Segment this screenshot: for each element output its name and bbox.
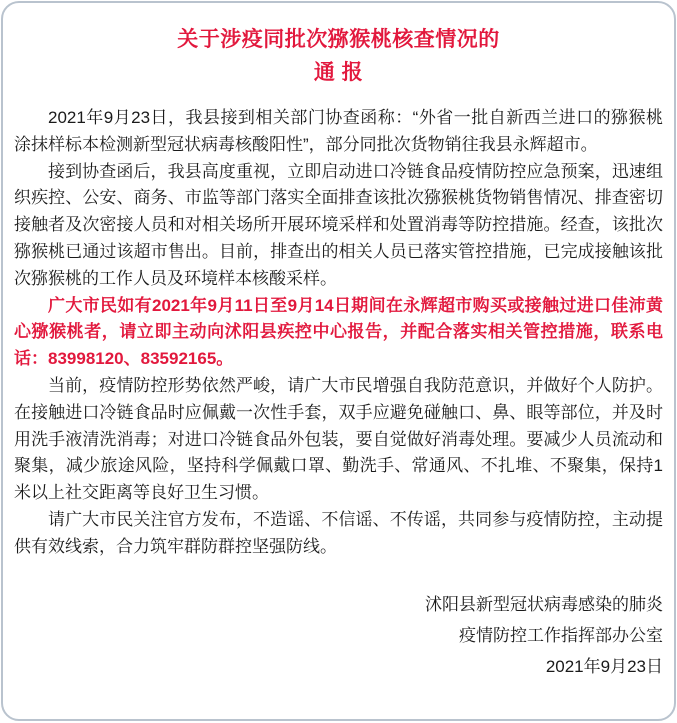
notice-body xyxy=(14,105,663,561)
signature-org-line-1: 沭阳县新型冠状病毒感染的肺炎 xyxy=(425,594,663,614)
notice-paragraph-5: 请广大市民关注官方发布，不造谣、不信谣、不传谣，共同参与疫情防控，主动提供有效线索，合力筑牢群防群控坚强防线。 xyxy=(14,509,663,556)
page-title-line-1: 关于涉疫同批次猕猴桃核查情况的 xyxy=(177,28,500,51)
signature-block xyxy=(14,589,663,682)
notice-paragraph-1: 2021年9月23日，我县接到相关部门协查函称：“外省一批自新西兰进口的猕猴桃涂抹样标本检测新型冠状病毒核酸阳性”，部分同批次货物销往我县永辉超市。 xyxy=(14,108,663,154)
signature-date: 2021年9月23日 xyxy=(545,656,663,676)
notice-highlight-paragraph: 广大市民如有2021年9月11日至9月14日期间在永辉超市购买或接触过进口佳沛黄心猕猴桃者，请立即主动向沭阳县疾控中心报告，并配合落实相关管控措施，联系电话：83998120、83592165。 xyxy=(14,295,663,369)
notice-paragraph-2: 接到协查函后，我县高度重视，立即启动进口冷链食品疫情防控应急预案，迅速组织疾控、公安、商务、市监等部门落实全面排查该批次猕猴桃货物销售情况、排查密切接触者及次密接人员和对相关场所开展环境采样和处置消毒等防控措施。经查，该批次猕猴桃已通过该超市售出。目前，排查出的相关人员已落实管控措施，已完成接触该批次猕猴桃的工作人员及环境样本核酸采样。 xyxy=(14,161,663,288)
signature-org-line-2: 疫情防控工作指挥部办公室 xyxy=(459,625,663,645)
notice-paragraph-4: 当前，疫情防控形势依然严峻，请广大市民增强自我防范意识，并做好个人防护。在接触进口冷链食品时应佩戴一次性手套，双手应避免碰触口、鼻、眼等部位，并及时用洗手液清洗消毒；对进口冷链食品外包装，要自觉做好消毒处理。要减少人员流动和聚集，减少旅途风险，坚持科学佩戴口罩、勤洗手、常通风、不扎堆、不聚集，保持1米以上社交距离等良好卫生习惯。 xyxy=(14,375,663,503)
page-title-line-2: 通 报 xyxy=(313,61,364,84)
notice-page xyxy=(1,1,676,721)
title-block xyxy=(14,23,663,89)
